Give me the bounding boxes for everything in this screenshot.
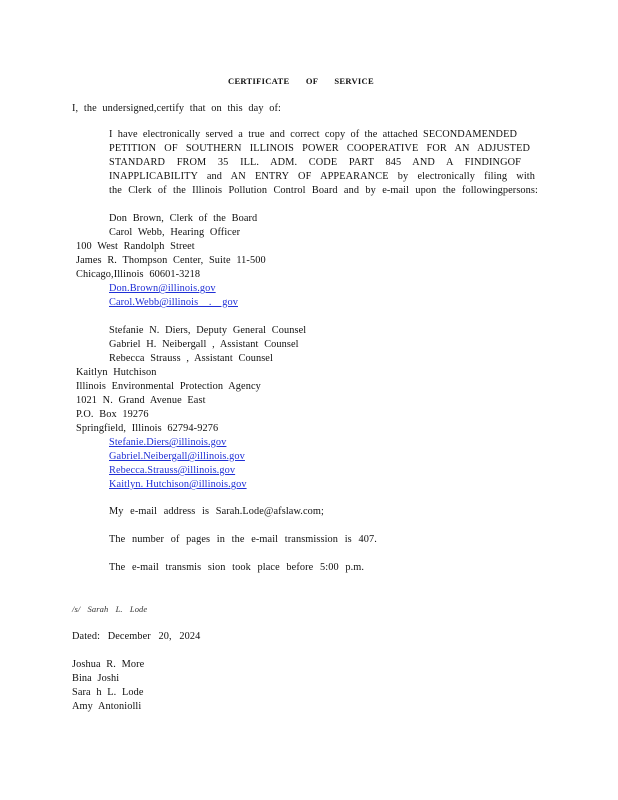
attorney-name-4: Amy Antoniolli	[72, 701, 142, 712]
signature: /s/ Sarah L. Lode	[72, 604, 148, 614]
transmission-time-statement: The e-mail transmis sion took place before 5:00 p.m.	[109, 562, 365, 573]
attorney-name-3: Sara h L. Lode	[72, 687, 144, 698]
email-link-rebecca-strauss[interactable]: Rebecca.Strauss@illinois.gov	[109, 465, 236, 476]
email-link-don-brown[interactable]: Don.Brown@illinois.gov	[109, 283, 216, 294]
iepa-address-4: P.O. Box 19276	[76, 409, 149, 420]
body-line-3: STANDARD FROM 35 ILL. ADM. CODE PART 845 AND A FINDINGOF	[109, 157, 521, 168]
iepa-address-3: 1021 N. Grand Avenue East	[76, 395, 206, 406]
iepa-address-2: Illinois Environmental Protection Agency	[76, 381, 261, 392]
page-title: CERTIFICATE OF SERVICE	[228, 76, 374, 86]
email-link-stefanie-diers[interactable]: Stefanie.Diers@illinois.gov	[109, 437, 227, 448]
attorney-name-2: Bina Joshi	[72, 673, 120, 684]
board-address-3: Chicago,Illinois 60601-3218	[76, 269, 201, 280]
body-line-1: I have electronically served a true and correct copy of the attached SECONDAMENDED	[109, 129, 517, 140]
my-email-statement: My e-mail address is Sarah.Lode@afslaw.com;	[109, 506, 324, 517]
board-name-2: Carol Webb, Hearing Officer	[109, 227, 241, 238]
body-line-5: the Clerk of the Illinois Pollution Control Board and by e-mail upon the followingpersons:	[109, 185, 538, 196]
body-line-2: PETITION OF SOUTHERN ILLINOIS POWER COOPERATIVE FOR AN ADJUSTED	[109, 143, 530, 154]
email-link-kaitlyn-hutchison[interactable]: Kaitlyn. Hutchison@illinois.gov	[109, 479, 247, 490]
iepa-address-1: Kaitlyn Hutchison	[76, 367, 157, 378]
board-name-1: Don Brown, Clerk of the Board	[109, 213, 258, 224]
attorney-name-1: Joshua R. More	[72, 659, 145, 670]
intro-text: I, the undersigned,certify that on this day of:	[72, 103, 281, 114]
board-address-2: James R. Thompson Center, Suite 11-500	[76, 255, 266, 266]
body-line-4: INAPPLICABILITY and AN ENTRY OF APPEARANCE by electronically filing with	[109, 171, 535, 182]
iepa-name-1: Stefanie N. Diers, Deputy General Counsel	[109, 325, 307, 336]
page-count-statement: The number of pages in the e-mail transmission is 407.	[109, 534, 377, 545]
dated-line: Dated: December 20, 2024	[72, 631, 201, 642]
iepa-address-5: Springfield, Illinois 62794-9276	[76, 423, 219, 434]
email-link-gabriel-neibergall[interactable]: Gabriel.Neibergall@illinois.gov	[109, 451, 245, 462]
board-address-1: 100 West Randolph Street	[76, 241, 195, 252]
iepa-name-2: Gabriel H. Neibergall , Assistant Counsel	[109, 339, 299, 350]
email-link-carol-webb[interactable]: Carol.Webb@illinois . gov	[109, 297, 238, 308]
iepa-name-3: Rebecca Strauss , Assistant Counsel	[109, 353, 273, 364]
